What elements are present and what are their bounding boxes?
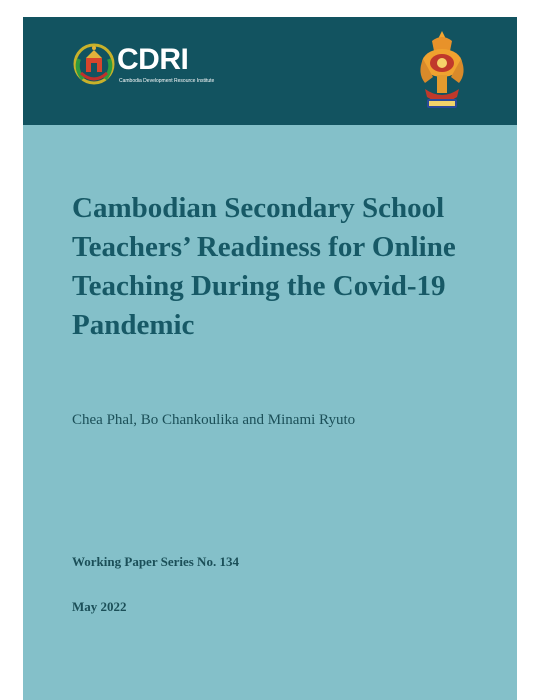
publication-date: May 2022: [72, 599, 127, 614]
cover-header: [23, 17, 517, 125]
authors: Chea Phal, Bo Chankoulika and Minami Ryuto: [72, 412, 356, 428]
cdri-emblem-icon: [71, 41, 117, 87]
report-cover: [23, 17, 517, 700]
logo-wordmark: CDRI: [117, 43, 189, 76]
series-label: Working Paper Series No. 134: [72, 554, 239, 569]
report-title: [72, 189, 492, 345]
cdri-logo: [71, 41, 221, 91]
logo-subtitle: Cambodia Development Resource Institute: [119, 78, 215, 84]
title-line: Teachers’ Readiness for Online: [72, 231, 456, 263]
title-line: Pandemic: [72, 309, 195, 341]
royal-crest-icon: [415, 29, 469, 113]
title-line: Teaching During the Covid-19: [72, 270, 446, 302]
title-line: Cambodian Secondary School: [72, 192, 445, 224]
